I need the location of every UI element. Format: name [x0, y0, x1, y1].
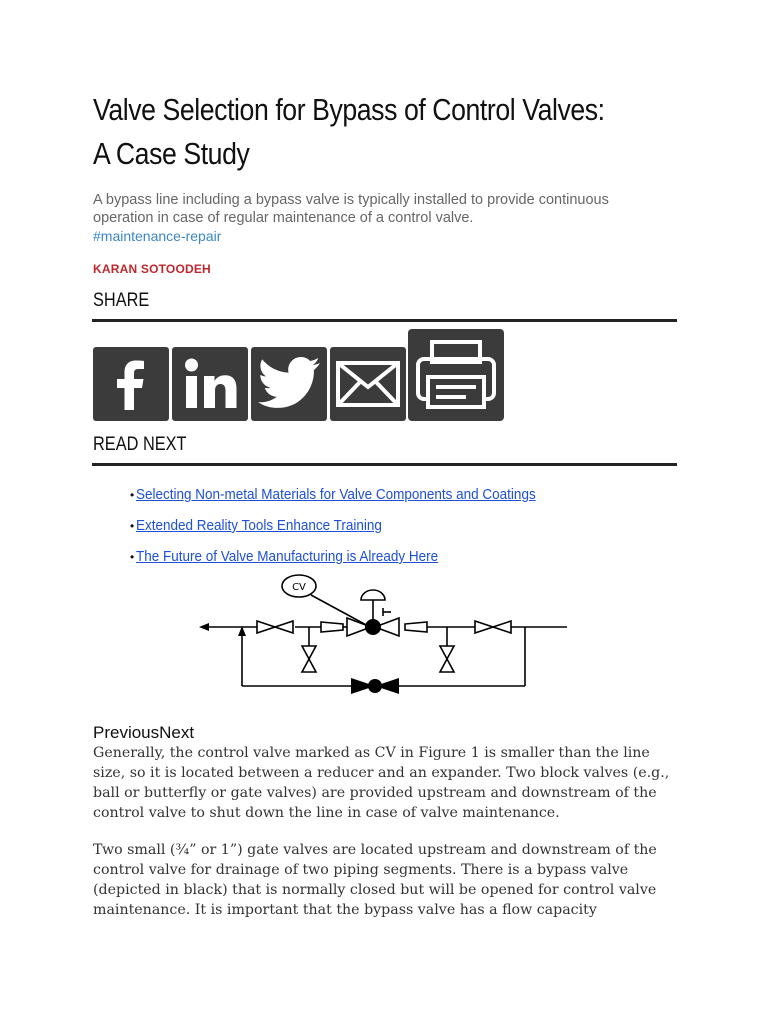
article-title: Valve Selection for Bypass of Control Valves: A Case Study: [93, 92, 605, 171]
twitter-icon: [256, 356, 322, 412]
article-summary: A bypass line including a bypass valve is typically installed to provide continuous operation in case of regular maintenance of a control valve.: [93, 192, 609, 226]
next-link[interactable]: Next: [159, 723, 195, 742]
printer-icon: [414, 339, 498, 411]
cv-label: CV: [292, 582, 306, 593]
linkedin-share-button[interactable]: [172, 347, 248, 421]
list-item: [130, 541, 580, 572]
share-divider: [92, 319, 677, 322]
read-next-link-2[interactable]: Extended Reality Tools Enhance Training: [136, 517, 383, 534]
body-paragraph-2: Two small (¾” or 1”) gate valves are located upstream and downstream of the control valve for drainage of two piping segments. There is a bypass valve (depicted in black) that is normally closed but will be opened for control valve maintenance. It is important that the bypass valve has a flow capacity: [93, 842, 657, 918]
linkedin-icon: [178, 354, 242, 414]
author-name[interactable]: KARAN SOTOODEH: [93, 262, 211, 276]
bypass-piping-diagram: [195, 572, 575, 704]
envelope-icon: [335, 360, 401, 408]
bullet: •: [130, 487, 135, 502]
tag-link[interactable]: #maintenance-repair: [93, 228, 222, 244]
read-next-divider: [92, 463, 677, 466]
read-next-link-3[interactable]: The Future of Valve Manufacturing is Already Here: [136, 548, 439, 565]
facebook-icon: [101, 354, 161, 414]
print-button[interactable]: [408, 329, 504, 421]
list-item: [130, 510, 580, 541]
list-item: [130, 479, 580, 510]
previous-link[interactable]: Previous: [93, 723, 160, 742]
facebook-share-button[interactable]: [93, 347, 169, 421]
body-paragraph-1: Generally, the control valve marked as CV in Figure 1 is smaller than the line size, so it is located between a reducer and an expander. Two block valves (e.g., ball or butterfly or gate valves) are provided upstream and downstream of the control valve to shut down the line in case of valve maintenance.: [93, 745, 670, 821]
twitter-share-button[interactable]: [251, 347, 327, 421]
bullet: •: [130, 549, 135, 564]
read-next-list: [130, 479, 580, 572]
read-next-heading: READ NEXT: [93, 434, 187, 455]
email-share-button[interactable]: [330, 347, 406, 421]
pager: [93, 723, 194, 743]
share-heading: SHARE: [93, 290, 150, 311]
bullet: •: [130, 518, 135, 533]
read-next-link-1[interactable]: Selecting Non-metal Materials for Valve Components and Coatings: [136, 486, 536, 503]
